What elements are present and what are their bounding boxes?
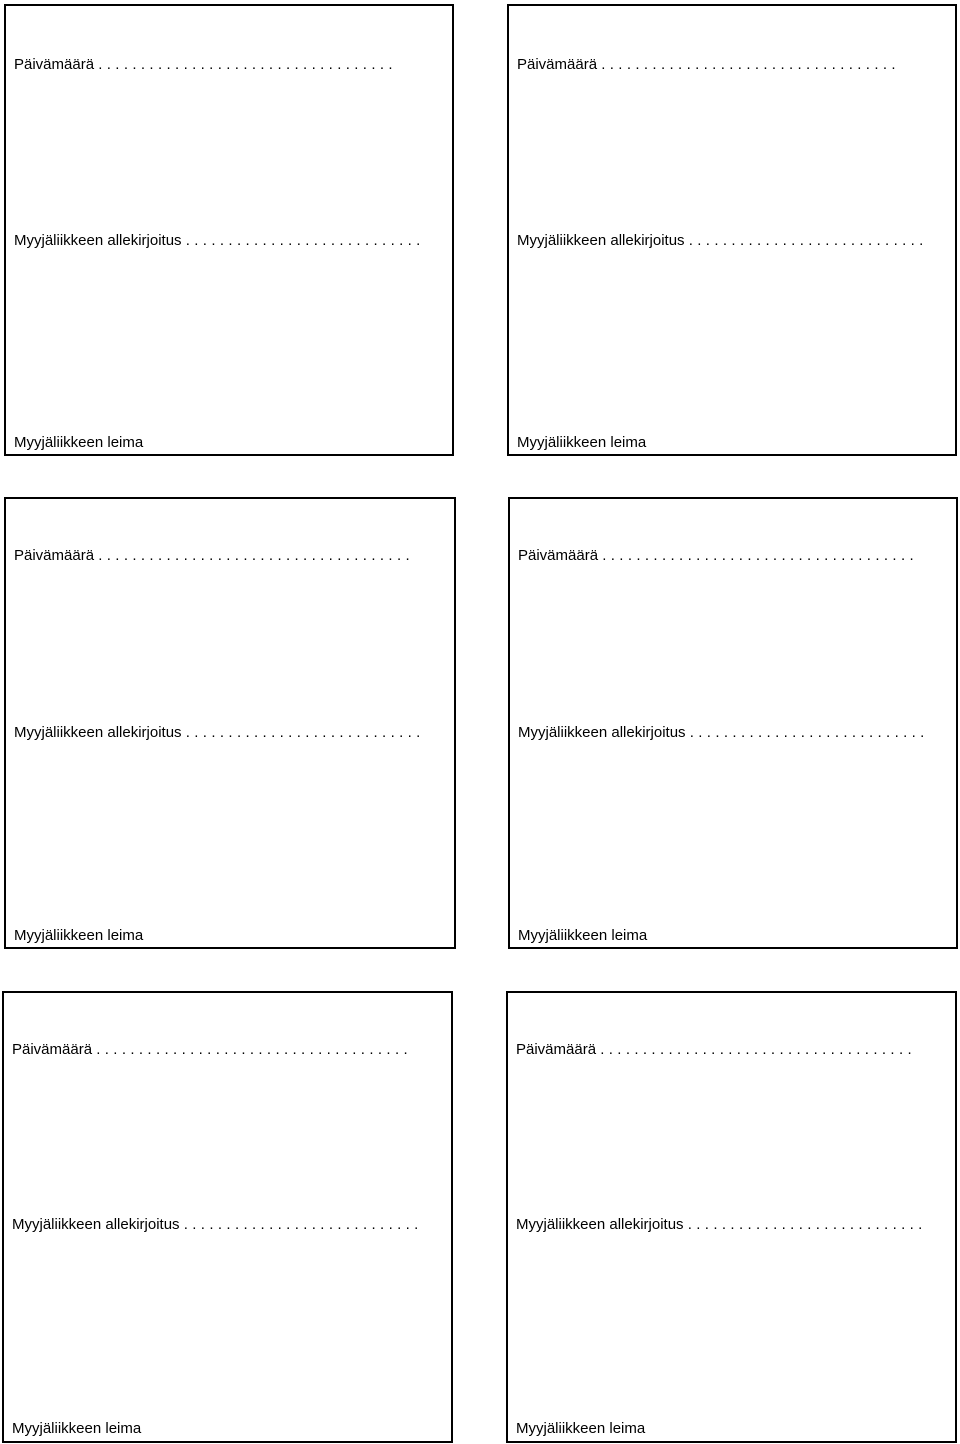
stamp-line <box>14 434 143 452</box>
signature-fill-dots: . . . . . . . . . . . . . . . . . . . . . . . . . . . . <box>185 724 421 741</box>
signature-label: Myyjäliikkeen allekirjoitus <box>516 1216 684 1233</box>
form-card-4 <box>508 497 958 949</box>
signature-fill-dots: . . . . . . . . . . . . . . . . . . . . . . . . . . . . <box>185 232 421 249</box>
date-label: Päivämäärä <box>12 1041 93 1058</box>
signature-line <box>518 724 924 742</box>
stamp-label: Myyjäliikkeen leima <box>14 927 144 944</box>
date-label: Päivämäärä <box>14 56 95 73</box>
date-line <box>516 1041 912 1059</box>
stamp-label: Myyjäliikkeen leima <box>517 434 647 451</box>
stamp-label: Myyjäliikkeen leima <box>518 927 648 944</box>
signature-fill-dots: . . . . . . . . . . . . . . . . . . . . . . . . . . . . <box>689 724 925 741</box>
stamp-label: Myyjäliikkeen leima <box>12 1420 142 1437</box>
date-line <box>517 56 896 74</box>
date-fill-dots: . . . . . . . . . . . . . . . . . . . . . . . . . . . . . . . . . . . . . <box>602 547 914 564</box>
signature-line <box>516 1216 922 1234</box>
signature-label: Myyjäliikkeen allekirjoitus <box>14 232 182 249</box>
stamp-label: Myyjäliikkeen leima <box>14 434 144 451</box>
form-card-6 <box>506 991 957 1443</box>
date-line <box>14 56 393 74</box>
date-label: Päivämäärä <box>516 1041 597 1058</box>
date-line <box>12 1041 408 1059</box>
stamp-line <box>14 927 143 945</box>
date-fill-dots: . . . . . . . . . . . . . . . . . . . . . . . . . . . . . . . . . . . . . <box>96 1041 408 1058</box>
signature-fill-dots: . . . . . . . . . . . . . . . . . . . . . . . . . . . . <box>687 1216 923 1233</box>
stamp-line <box>517 434 646 452</box>
date-fill-dots: . . . . . . . . . . . . . . . . . . . . . . . . . . . . . . . . . . . <box>601 56 896 73</box>
signature-line <box>14 232 420 250</box>
signature-label: Myyjäliikkeen allekirjoitus <box>12 1216 180 1233</box>
date-line <box>14 547 410 565</box>
signature-line <box>14 724 420 742</box>
signature-line <box>517 232 923 250</box>
form-card-1 <box>4 4 454 456</box>
date-label: Päivämäärä <box>518 547 599 564</box>
date-fill-dots: . . . . . . . . . . . . . . . . . . . . . . . . . . . . . . . . . . . . . <box>600 1041 912 1058</box>
signature-label: Myyjäliikkeen allekirjoitus <box>517 232 685 249</box>
stamp-line <box>518 927 647 945</box>
form-card-5 <box>2 991 453 1443</box>
stamp-line <box>516 1420 645 1438</box>
stamp-label: Myyjäliikkeen leima <box>516 1420 646 1437</box>
stamp-line <box>12 1420 141 1438</box>
signature-fill-dots: . . . . . . . . . . . . . . . . . . . . . . . . . . . . <box>183 1216 419 1233</box>
form-card-3 <box>4 497 456 949</box>
date-fill-dots: . . . . . . . . . . . . . . . . . . . . . . . . . . . . . . . . . . . . . <box>98 547 410 564</box>
signature-label: Myyjäliikkeen allekirjoitus <box>14 724 182 741</box>
signature-fill-dots: . . . . . . . . . . . . . . . . . . . . . . . . . . . . <box>688 232 924 249</box>
signature-line <box>12 1216 418 1234</box>
form-card-2 <box>507 4 957 456</box>
signature-label: Myyjäliikkeen allekirjoitus <box>518 724 686 741</box>
date-fill-dots: . . . . . . . . . . . . . . . . . . . . . . . . . . . . . . . . . . . <box>98 56 393 73</box>
date-line <box>518 547 914 565</box>
date-label: Päivämäärä <box>14 547 95 564</box>
date-label: Päivämäärä <box>517 56 598 73</box>
